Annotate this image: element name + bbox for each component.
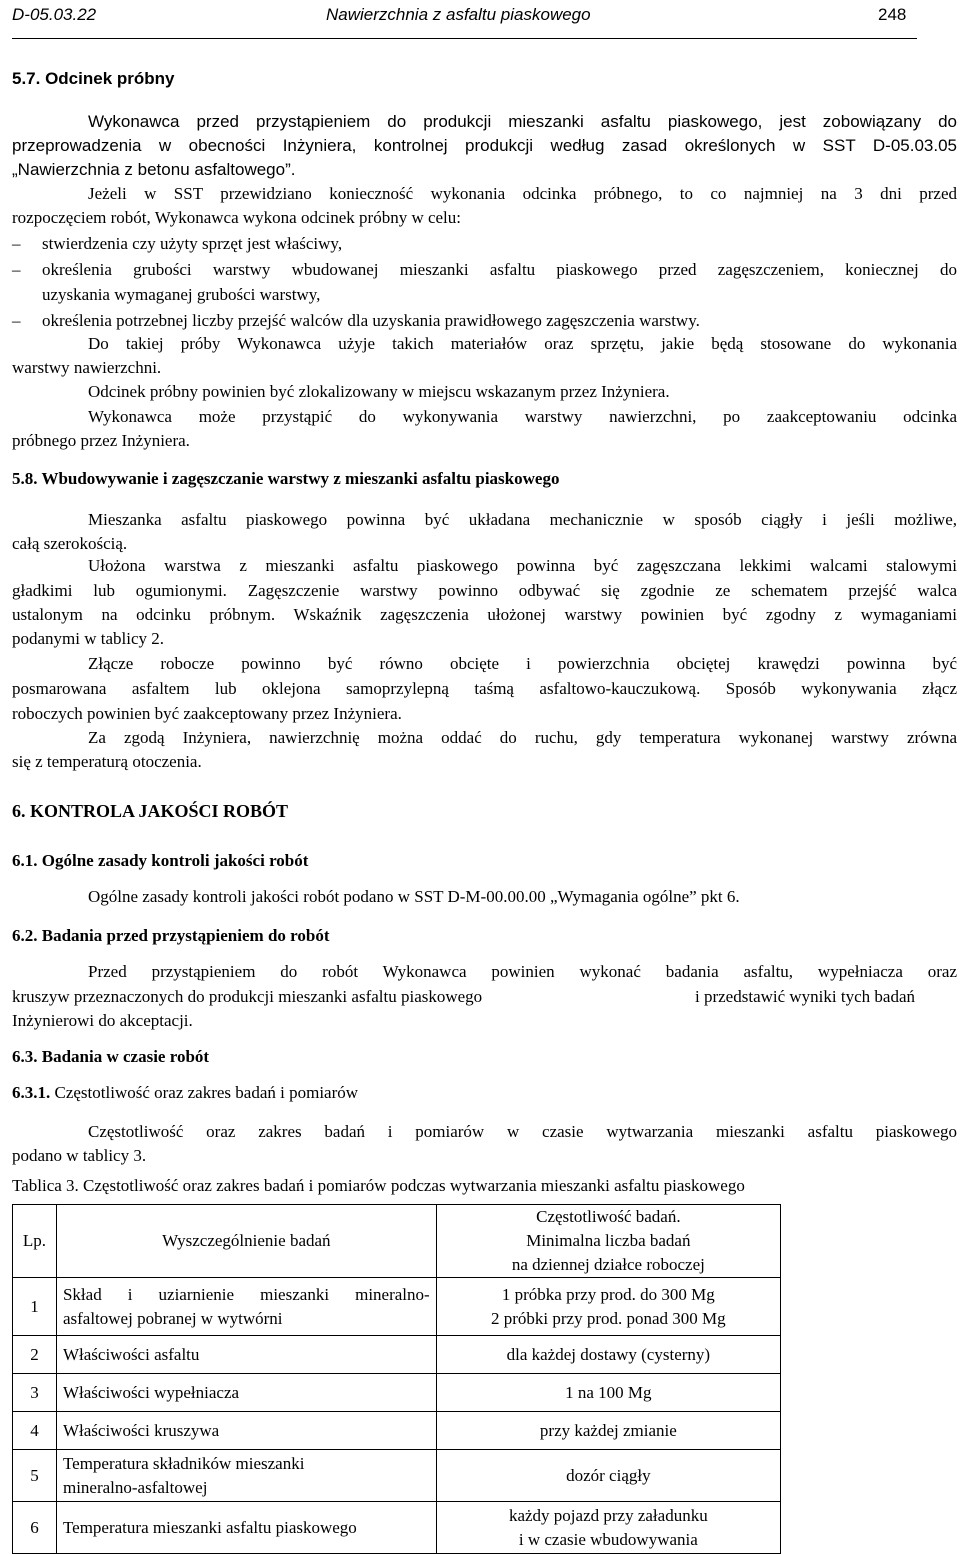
paragraph-line: całą szerokością. [12, 534, 128, 553]
section-5-7-heading: 5.7. Odcinek próbny [12, 69, 175, 88]
section-6-3-1-heading: 6.3.1. Częstotliwość oraz zakres badań i pomiarów [12, 1083, 359, 1102]
row-lp: 6 [13, 1502, 57, 1554]
paragraph-line: „Nawierzchnia z betonu asfaltowego”. [12, 160, 296, 179]
table-caption: Tablica 3. Częstotliwość oraz zakres badań i pomiarów podczas wytwarzania mieszanki asfaltu piaskowego [12, 1176, 745, 1195]
row-item-line: Skład i uziarnienie mieszanki mineralno- [62, 1284, 430, 1304]
row-item [56, 1450, 436, 1502]
paragraph-line: Inżynierowi do akceptacji. [12, 1011, 193, 1030]
row-lp: 4 [13, 1412, 57, 1450]
paragraph-line: Jeżeli w SST przewidziano konieczność wykonania odcinka próbnego, to co najmniej na 3 dni przed [88, 184, 957, 203]
header-page-number: 248 [878, 5, 907, 24]
paragraph-line: warstwy nawierzchni. [12, 358, 162, 377]
row-item: Właściwości kruszywa [56, 1412, 436, 1450]
section-6-heading: 6. KONTROLA JAKOŚCI ROBÓT [12, 801, 289, 821]
row-freq-line: i w czasie wbudowywania [518, 1529, 698, 1549]
row-freq: 1 na 100 Mg [436, 1374, 780, 1412]
bullet-dash: – [12, 234, 21, 253]
paragraph-line: się z temperaturą otoczenia. [12, 752, 202, 771]
header-freq-line: na dziennej działce roboczej [511, 1255, 705, 1274]
paragraph-line: Wykonawca może przystąpić do wykonywania warstwy nawierzchni, po zaakceptowaniu odcinka [88, 407, 957, 426]
row-item-line: mineralno-asfaltowej [62, 1477, 208, 1497]
table-row [13, 1502, 781, 1554]
row-item [56, 1278, 436, 1336]
table-header-row [13, 1205, 781, 1278]
row-freq: dozór ciągły [436, 1450, 780, 1502]
header-freq-line: Minimalna liczba badań [526, 1231, 691, 1250]
bullet-item: określenia potrzebnej liczby przejść walców dla uzyskania prawidłowego zagęszczenia warstwy. [42, 311, 700, 330]
page-header [12, 0, 917, 39]
row-freq-line: 1 próbka przy prod. do 300 Mg [501, 1284, 715, 1304]
paragraph-line: Złącze robocze powinno być równo obcięte i powierzchnia obciętej krawędzi powinna być [88, 654, 957, 673]
row-item: Właściwości wypełniacza [56, 1374, 436, 1412]
row-item: Temperatura mieszanki asfaltu piaskowego [56, 1502, 436, 1554]
paragraph-line: ustalonym na odcinku próbnym. Wskaźnik zagęszczenia ułożonej warstwy powinien być zgodny z wymaganiami [12, 605, 957, 624]
row-item-line: asfaltowej pobranej w wytwórni [62, 1308, 283, 1328]
row-lp: 1 [13, 1278, 57, 1336]
row-item: Właściwości asfaltu [56, 1336, 436, 1374]
bullet-dash: – [12, 311, 21, 330]
table-row [13, 1374, 781, 1412]
table-row [13, 1336, 781, 1374]
row-lp: 2 [13, 1336, 57, 1374]
section-6-2-heading: 6.2. Badania przed przystąpieniem do robót [12, 926, 330, 945]
paragraph-line: podanymi w tablicy 2. [12, 629, 165, 648]
row-freq-line: każdy pojazd przy załadunku [508, 1505, 708, 1525]
row-freq [436, 1502, 780, 1554]
header-code: D-05.03.22 [12, 5, 97, 24]
paragraph-line: Wykonawca przed przystąpieniem do produkcji mieszanki asfaltu piaskowego, jest zobowiązany do [88, 112, 957, 131]
paragraph-line: i przedstawić wyniki tych badań [695, 987, 915, 1006]
paragraph-line: Do takiej próby Wykonawca użyje takich materiałów oraz sprzętu, jakie będą stosowane do wykonania [88, 334, 957, 353]
paragraph-line: rozpoczęciem robót, Wykonawca wykona odcinek próbny w celu: [12, 208, 462, 227]
header-item: Wyszczególnienie badań [56, 1205, 436, 1278]
paragraph-line: Ułożona warstwa z mieszanki asfaltu piaskowego powinna być zagęszczana lekkimi walcami stalowymi [88, 556, 957, 575]
paragraph-line: przeprowadzenia w obecności Inżyniera, kontrolnej produkcji według zasad określonych w SST D-05.03.05 [12, 136, 957, 155]
table-3 [12, 1204, 781, 1554]
paragraph-line: gładkimi lub ogumionymi. Zagęszczenie warstwy powinno odbywać się zgodnie ze schematem przejść walca [12, 581, 957, 600]
row-freq [436, 1278, 780, 1336]
section-5-8-heading: 5.8. Wbudowywanie i zagęszczanie warstwy z mieszanki asfaltu piaskowego [12, 469, 560, 488]
row-freq: przy każdej zmianie [436, 1412, 780, 1450]
bullet-item: określenia grubości warstwy wbudowanej mieszanki asfaltu piaskowego przed zagęszczeniem, koniecznej do [42, 260, 957, 279]
row-lp: 5 [13, 1450, 57, 1502]
row-freq-line: 2 próbki przy prod. ponad 300 Mg [491, 1308, 726, 1328]
paragraph-line: Ogólne zasady kontroli jakości robót podano w SST D-M-00.00.00 „Wymagania ogólne” pkt 6. [88, 887, 740, 906]
table-row [13, 1412, 781, 1450]
paragraph-line: posmarowana asfaltem lub oklejona samoprzylepną taśmą asfaltowo-kauczukową. Sposób wykonywania złącz [12, 679, 957, 698]
paragraph-line: próbnego przez Inżyniera. [12, 431, 190, 450]
header-freq-line: Częstotliwość badań. [536, 1207, 681, 1226]
paragraph-line: Mieszanka asfaltu piaskowego powinna być układana mechanicznie w sposób ciągły i jeśli możliwe, [88, 510, 957, 529]
section-6-1-heading: 6.1. Ogólne zasady kontroli jakości robót [12, 851, 309, 870]
header-lp: Lp. [13, 1205, 57, 1278]
paragraph-line: podano w tablicy 3. [12, 1146, 147, 1165]
paragraph-line: kruszyw przeznaczonych do produkcji mieszanki asfaltu piaskowego [12, 987, 483, 1006]
paragraph-line: Przed przystąpieniem do robót Wykonawca powinien wykonać badania asfaltu, wypełniacza oraz [88, 962, 957, 981]
row-lp: 3 [13, 1374, 57, 1412]
header-freq [436, 1205, 780, 1278]
section-6-3-1-title: Częstotliwość oraz zakres badań i pomiarów [54, 1083, 359, 1102]
bullet-item-continued: uzyskania wymaganej grubości warstwy, [42, 285, 321, 304]
paragraph-line: Częstotliwość oraz zakres badań i pomiarów w czasie wytwarzania mieszanki asfaltu piaskowego [88, 1122, 957, 1141]
paragraph-line: roboczych powinien być zaakceptowany przez Inżyniera. [12, 704, 402, 723]
table-row [13, 1278, 781, 1336]
row-freq: dla każdej dostawy (cysterny) [436, 1336, 780, 1374]
paragraph-line: Za zgodą Inżyniera, nawierzchnię można oddać do ruchu, gdy temperatura wykonanej warstwy zrówna [88, 728, 957, 747]
section-6-3-heading: 6.3. Badania w czasie robót [12, 1047, 210, 1066]
header-title: Nawierzchnia z asfaltu piaskowego [326, 5, 591, 24]
paragraph-line: Odcinek próbny powinien być zlokalizowany w miejscu wskazanym przez Inżyniera. [88, 382, 670, 401]
bullet-item: stwierdzenia czy użyty sprzęt jest właściwy, [42, 234, 343, 253]
table-row [13, 1450, 781, 1502]
bullet-dash: – [12, 260, 21, 279]
row-item-line: Temperatura składników mieszanki [62, 1453, 305, 1473]
